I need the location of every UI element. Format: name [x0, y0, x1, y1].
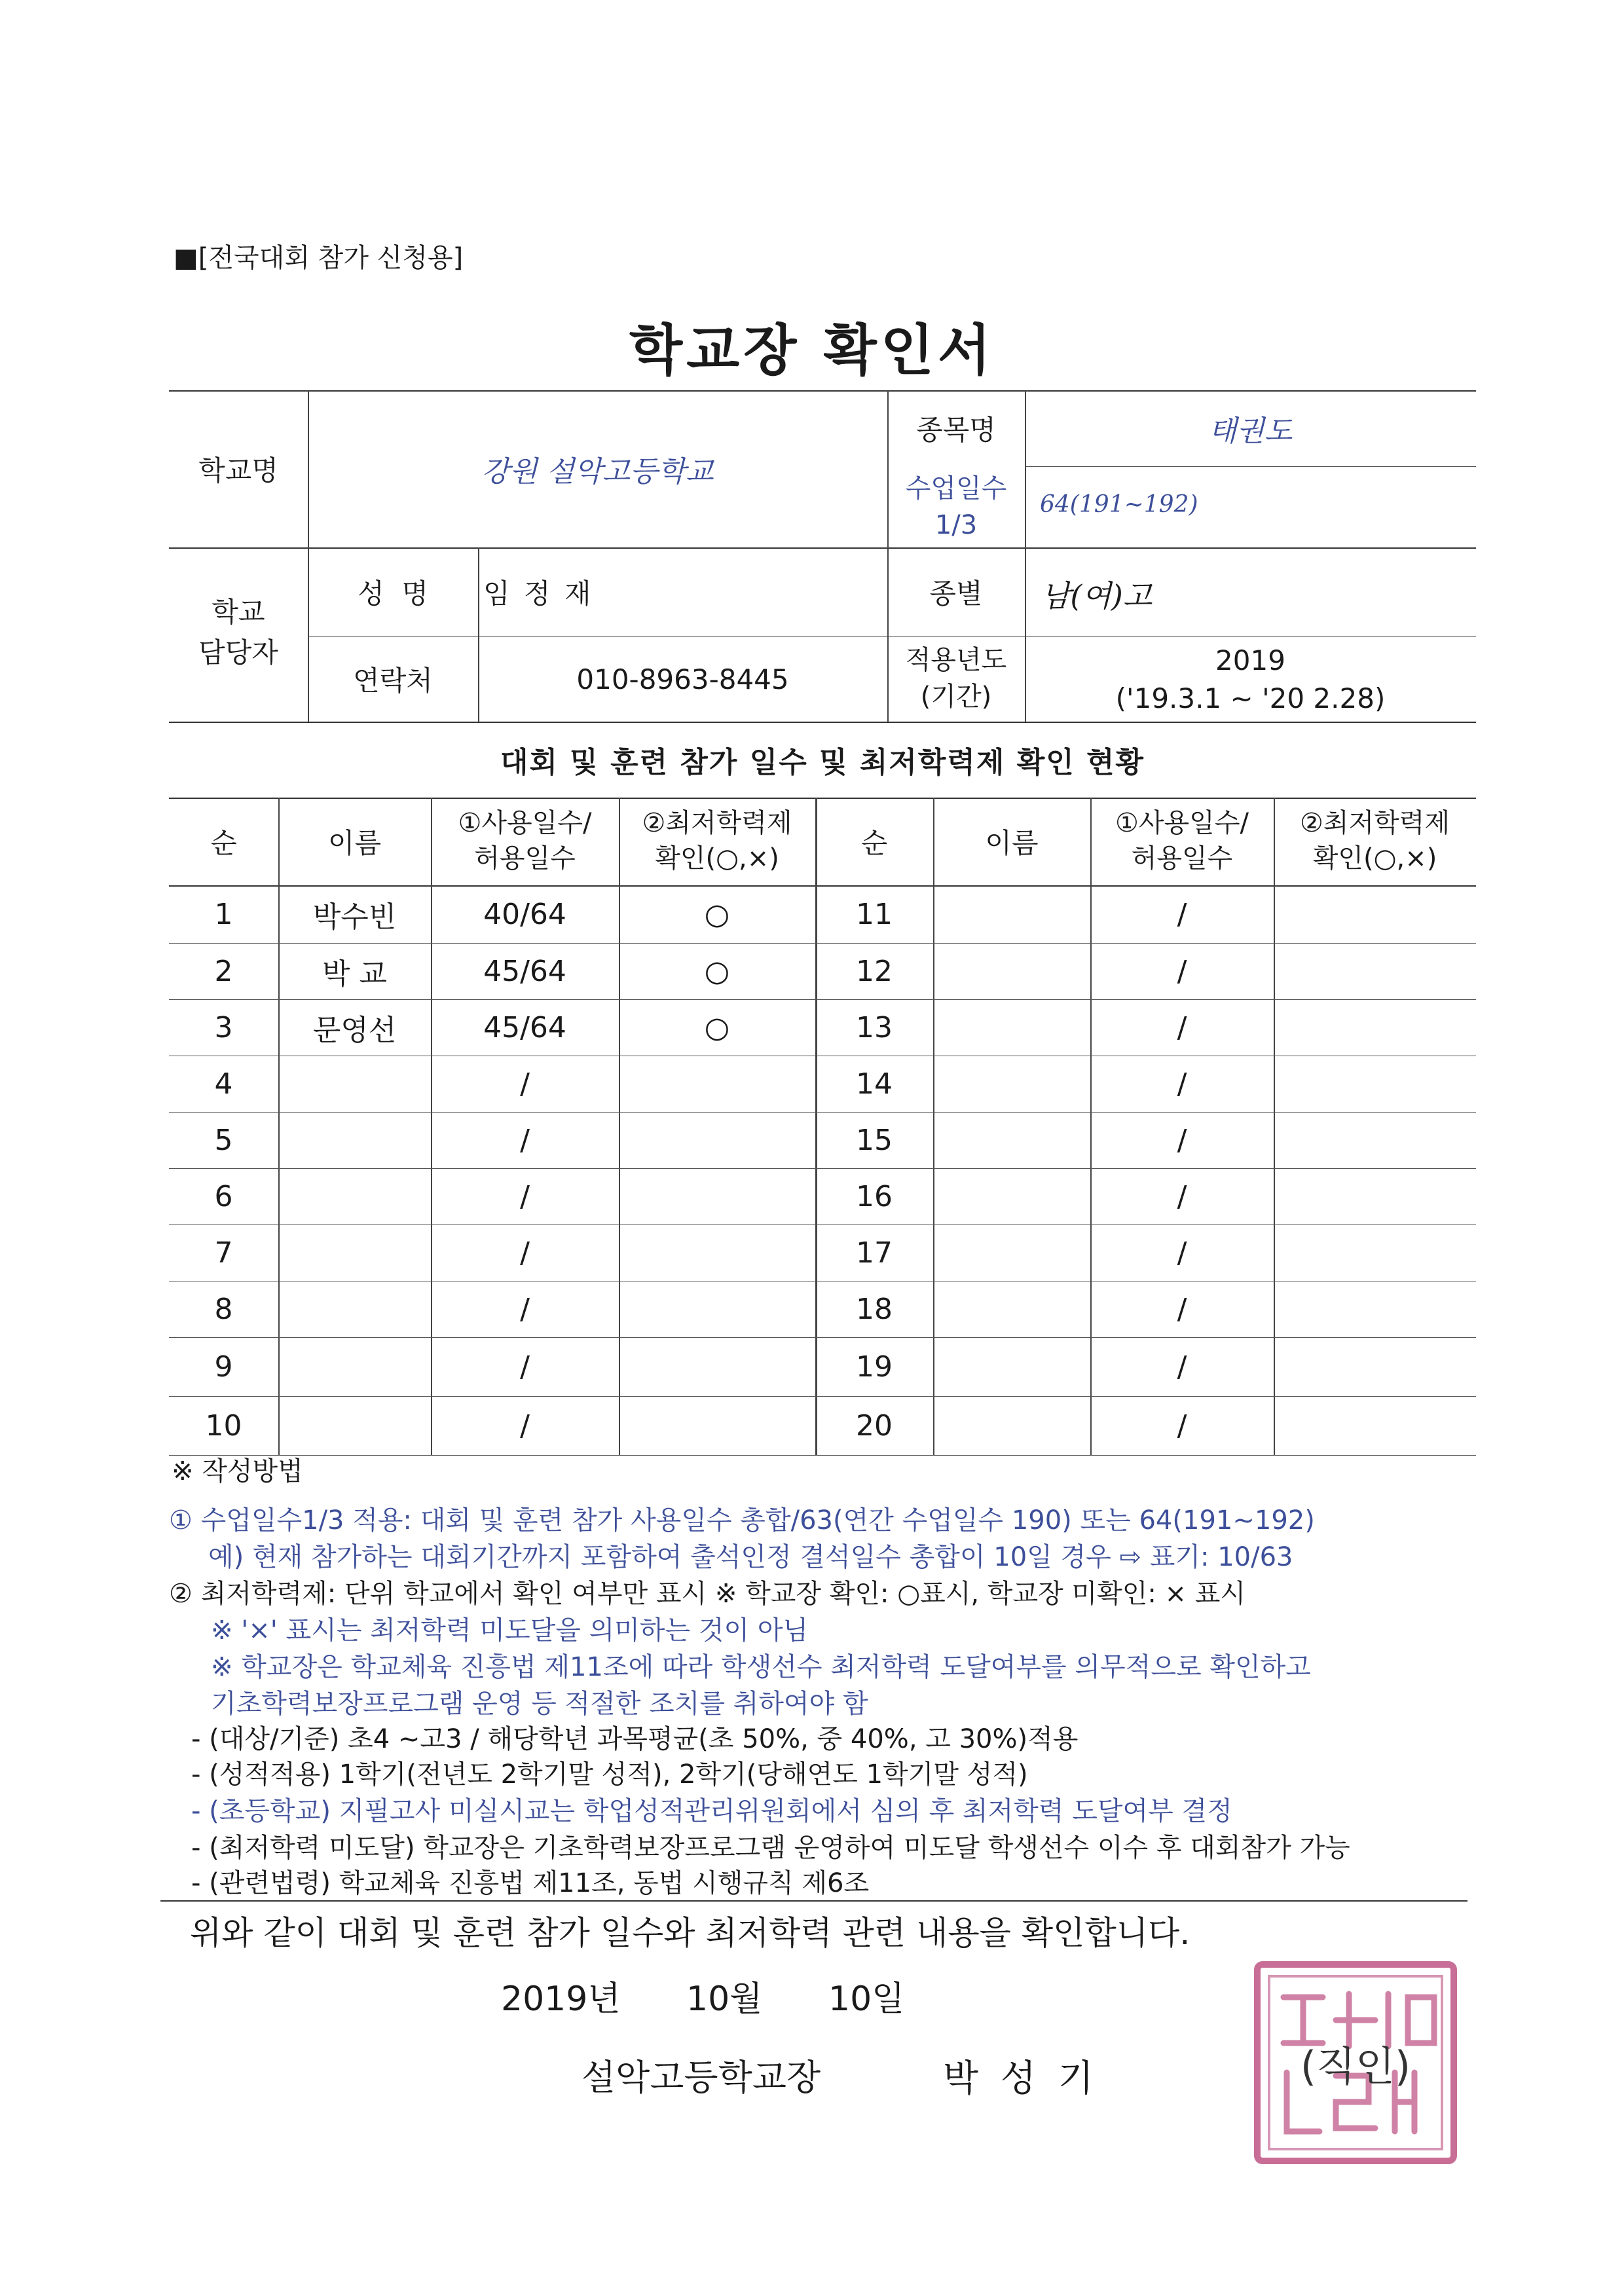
days-value: 64(191~192)	[1040, 491, 1198, 518]
cell-left-days: /	[520, 1067, 530, 1101]
cell-left-check	[619, 1337, 815, 1396]
cell-left-check	[619, 1168, 815, 1225]
cell-right-name	[933, 1112, 1090, 1168]
cell-left-no: 4	[214, 1067, 233, 1101]
cell-right-no: 14	[856, 1067, 893, 1101]
table-heading: 대회 및 훈련 참가 일수 및 최저학력제 확인 현황	[500, 746, 1145, 779]
cell-left-no: 8	[214, 1292, 233, 1326]
cell-left-name	[278, 1396, 431, 1455]
signer-name: 박 성 기	[943, 2057, 1099, 2100]
cell-right-name	[933, 999, 1090, 1056]
cell-left-check: ○	[704, 897, 730, 931]
cell-left-check	[619, 1281, 815, 1337]
cell-left-days: /	[520, 1350, 530, 1384]
cell-right-no: 19	[856, 1350, 893, 1384]
cell-left-days: 45/64	[483, 954, 566, 988]
cell-left-name	[278, 1112, 431, 1168]
cell-right-no: 11	[856, 897, 893, 931]
name-label: 성 명	[358, 578, 428, 610]
cell-left-days: /	[520, 1292, 530, 1326]
cell-left-name	[278, 1337, 431, 1396]
cell-right-no: 12	[856, 954, 893, 988]
note-line: 예) 현재 참가하는 대회기간까지 포함하여 출석인정 결석일수 총합이 10일 경우 ⇨ 표기: 10/63	[208, 1542, 1293, 1572]
cell-left-days: /	[520, 1236, 530, 1270]
note-line: ※ 학교장은 학교체육 진흥법 제11조에 따라 학생선수 최저학력 도달여부를 의무적으로 확인하고	[211, 1652, 1311, 1682]
cell-right-no: 18	[856, 1292, 893, 1326]
cell-left-days: /	[520, 1179, 530, 1213]
cell-right-name	[933, 1056, 1090, 1112]
year-value: 2019 ('19.3.1 ~ '20 2.28)	[1115, 644, 1386, 714]
cell-right-name	[933, 1337, 1090, 1396]
cell-left-no: 7	[214, 1236, 233, 1270]
cell-right-days: /	[1177, 1236, 1187, 1270]
cell-left-days: 45/64	[483, 1010, 566, 1044]
note-line: 기초학력보장프로그램 운영 등 적절한 조치를 취하여야 함	[211, 1689, 868, 1719]
cell-left-days: /	[520, 1123, 530, 1157]
header-days-right: ①사용일수/ 허용일수	[1115, 808, 1249, 874]
header-name-right: 이름	[985, 827, 1039, 859]
cell-right-check	[1274, 1396, 1476, 1455]
cell-right-no: 17	[856, 1236, 893, 1270]
cell-left-check	[619, 1112, 815, 1168]
cell-right-check	[1274, 999, 1476, 1056]
date-month: 10월	[686, 1980, 763, 2019]
cell-right-days: /	[1177, 1067, 1187, 1101]
cell-left-no: 5	[214, 1123, 233, 1157]
row-divider	[169, 1455, 1476, 1456]
cell-left-check	[619, 1225, 815, 1281]
header-no-right: 순	[860, 827, 888, 859]
cell-right-days: /	[1177, 897, 1187, 931]
signer-org: 설악고등학교장	[581, 2057, 821, 2098]
cell-left-name	[278, 1281, 431, 1337]
cell-left-no: 1	[214, 897, 233, 931]
staff-label: 학교 담당자	[198, 596, 278, 669]
cell-left-name: 박수빈	[312, 900, 397, 934]
cell-right-days: /	[1177, 1350, 1187, 1384]
cell-left-days: /	[520, 1409, 530, 1443]
date-day: 10일	[828, 1980, 905, 2019]
header-days-left: ①사용일수/ 허용일수	[458, 808, 592, 874]
note-line: - (최저학력 미도달) 학교장은 기초학력보장프로그램 운영하여 미도달 학생선수 이수 후 대회참가 가능	[191, 1833, 1350, 1863]
cell-left-no: 6	[214, 1179, 233, 1213]
gender-label: 종별	[929, 578, 983, 610]
cell-right-days: /	[1177, 1179, 1187, 1213]
note-line: ② 최저학력제: 단위 학교에서 확인 여부만 표시 ※ 학교장 확인: ○표시, 학교장 미확인: × 표시	[169, 1579, 1246, 1609]
school-value: 강원 설악고등학교	[481, 455, 714, 488]
cell-right-name	[933, 1396, 1090, 1455]
header-check-right: ②최저학력제 확인(○,×)	[1299, 808, 1450, 874]
cell-right-no: 13	[856, 1010, 893, 1044]
date-year: 2019년	[501, 1980, 621, 2019]
cell-left-check: ○	[704, 954, 730, 988]
cell-right-name	[933, 885, 1090, 943]
seal-label: (직인)	[1300, 2042, 1411, 2090]
cell-left-no: 9	[214, 1350, 233, 1384]
cell-right-days: /	[1177, 1123, 1187, 1157]
year-label: 적용년도 (기간)	[905, 645, 1007, 712]
cell-right-days: /	[1177, 954, 1187, 988]
cell-left-days: 40/64	[483, 897, 566, 931]
contact-label: 연락처	[353, 665, 433, 697]
cell-right-check	[1274, 1168, 1476, 1225]
cell-right-check	[1274, 1056, 1476, 1112]
sport-label: 종목명	[916, 414, 996, 446]
days-label: 수업일수 1/3	[905, 473, 1007, 540]
cell-right-check	[1274, 885, 1476, 943]
cell-right-name	[933, 943, 1090, 999]
notes-heading: ※ 작성방법	[172, 1456, 303, 1486]
cell-left-check	[619, 1396, 815, 1455]
note-line: - (대상/기준) 초4 ~고3 / 해당학년 과목평균(초 50%, 중 40%, 고 30%)적용	[191, 1724, 1079, 1754]
page-title: 학교장 확인서	[629, 318, 995, 382]
cell-right-days: /	[1177, 1292, 1187, 1326]
note-line: ① 수업일수1/3 적용: 대회 및 훈련 참가 사용일수 총합/63(연간 수업일수 190) 또는 64(191~192)	[169, 1505, 1315, 1536]
cell-right-name	[933, 1168, 1090, 1225]
cell-right-name	[933, 1281, 1090, 1337]
cell-left-check	[619, 1056, 815, 1112]
gender-value: 남(여)고	[1041, 578, 1153, 614]
confirm-statement: 위와 같이 대회 및 훈련 참가 일수와 최저학력 관련 내용을 확인합니다.	[190, 1914, 1190, 1952]
cell-right-check	[1274, 1337, 1476, 1396]
note-line: - (관련법령) 학교체육 진흥법 제11조, 동법 시행규칙 제6조	[191, 1868, 870, 1898]
cell-left-check: ○	[704, 1010, 730, 1044]
official-seal	[1251, 1958, 1460, 2167]
cell-right-no: 15	[856, 1123, 893, 1157]
cell-right-days: /	[1177, 1409, 1187, 1443]
cell-right-no: 16	[856, 1179, 893, 1213]
contact-value: 010-8963-8445	[576, 663, 789, 695]
cell-right-name	[933, 1225, 1090, 1281]
cell-left-name: 문영선	[312, 1014, 397, 1047]
cell-right-days: /	[1177, 1010, 1187, 1044]
name-value: 임 정 재	[483, 578, 594, 610]
cell-left-no: 3	[214, 1010, 233, 1044]
header-check-left: ②최저학력제 확인(○,×)	[642, 808, 792, 874]
cell-left-no: 10	[205, 1409, 242, 1443]
cell-right-check	[1274, 1281, 1476, 1337]
note-line: ※ '×' 표시는 최저학력 미도달을 의미하는 것이 아님	[211, 1615, 809, 1646]
cell-left-name	[278, 1225, 431, 1281]
cell-left-name	[278, 1168, 431, 1225]
note-line: - (성적적용) 1학기(전년도 2학기말 성적), 2학기(당해연도 1학기말 성적)	[191, 1759, 1028, 1790]
cell-right-check	[1274, 1112, 1476, 1168]
cell-left-no: 2	[214, 954, 233, 988]
form-tag: ■[전국대회 참가 신청용]	[174, 243, 464, 273]
school-label: 학교명	[198, 454, 278, 487]
note-line: - (초등학교) 지필고사 미실시교는 학업성적관리위원회에서 심의 후 최저학력 도달여부 결정	[191, 1796, 1232, 1826]
header-no-left: 순	[210, 827, 237, 859]
cell-left-name: 박 교	[322, 957, 387, 991]
header-name-left: 이름	[327, 827, 382, 859]
cell-right-check	[1274, 1225, 1476, 1281]
sport-value: 태권도	[1208, 414, 1293, 448]
cell-right-check	[1274, 943, 1476, 999]
cell-right-no: 20	[856, 1409, 893, 1443]
cell-left-name	[278, 1056, 431, 1112]
